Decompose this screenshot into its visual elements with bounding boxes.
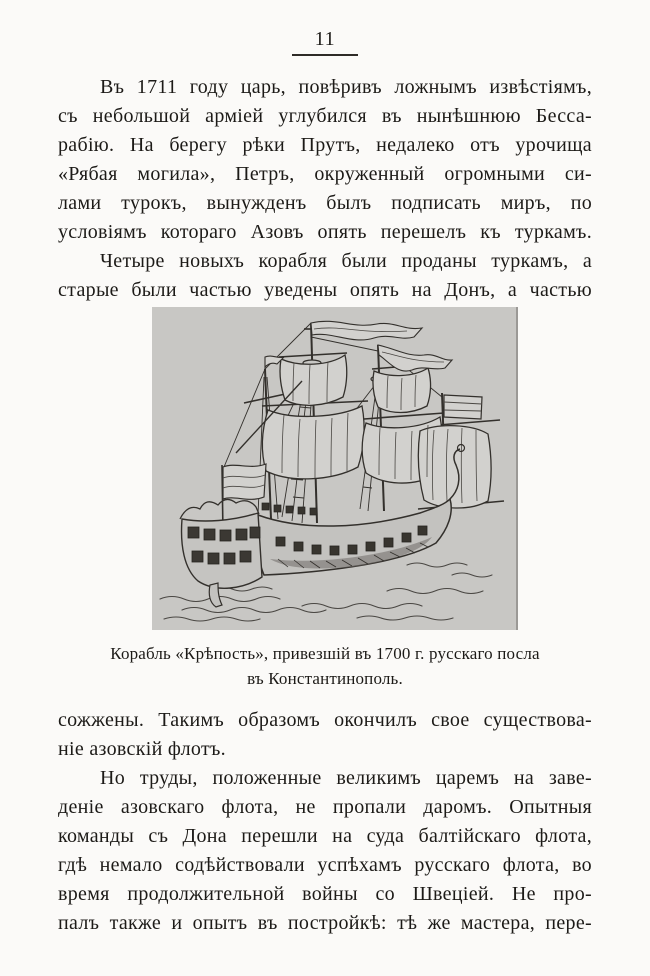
- text-line: Четыре новыхъ корабля были проданы туркамъ, а: [100, 250, 592, 272]
- text-line: сожжены. Такимъ образомъ окончилъ свое существова-: [58, 709, 592, 731]
- figure-caption: [0, 641, 650, 691]
- text-line: деніе азовскаго флота, не пропали даромъ. Опытныя: [58, 796, 592, 818]
- paragraph-1: [58, 73, 592, 247]
- text-line: палъ также и опытъ въ постройкѣ: тѣ же мастера, пере-: [58, 912, 592, 934]
- ship-engraving: [152, 307, 516, 630]
- text-line: Но труды, положенные великимъ царемъ на заве-: [100, 767, 592, 789]
- text-line: ніе азовскій флотъ.: [58, 738, 226, 760]
- text-line: команды съ Дона перешли на суда балтійскаго флота,: [58, 825, 592, 847]
- paragraph-3: [58, 764, 592, 938]
- text-line: «Рябая могила», Петръ, окруженный огромными си-: [58, 163, 592, 185]
- text-line: Въ 1711 году царь, повѣривъ ложнымъ извѣстіямъ,: [100, 76, 592, 98]
- page-header: [0, 28, 650, 56]
- figure-ship: [152, 307, 518, 630]
- text-block-upper: [58, 73, 592, 305]
- page-number: 11: [314, 28, 336, 50]
- paragraph-2-continued: [58, 706, 592, 764]
- text-line: время продолжительной войны со Швеціей. Не про-: [58, 883, 592, 905]
- text-line: рабію. На берегу рѣки Прутъ, недалеко отъ урочища: [58, 134, 592, 156]
- text-line: лами турокъ, вынужденъ былъ подписать миръ, по: [58, 192, 592, 214]
- caption-line: въ Константинополь.: [247, 669, 403, 688]
- paragraph-2: [58, 247, 592, 305]
- text-line: гдѣ немало содѣйствовали успѣхамъ русскаго флота, во: [58, 854, 592, 876]
- text-block-lower: [58, 706, 592, 938]
- text-line: условіямъ котораго Азовъ опять перешелъ къ туркамъ.: [58, 221, 592, 243]
- text-line: старые были частью уведены опять на Донъ, а частью: [58, 279, 592, 301]
- page-number-rule: [292, 54, 358, 56]
- text-line: съ небольшой арміей углубился въ нынѣшнюю Бесса-: [58, 105, 592, 127]
- caption-line: Корабль «Крѣпость», привезшій въ 1700 г. русскаго посла: [110, 644, 540, 663]
